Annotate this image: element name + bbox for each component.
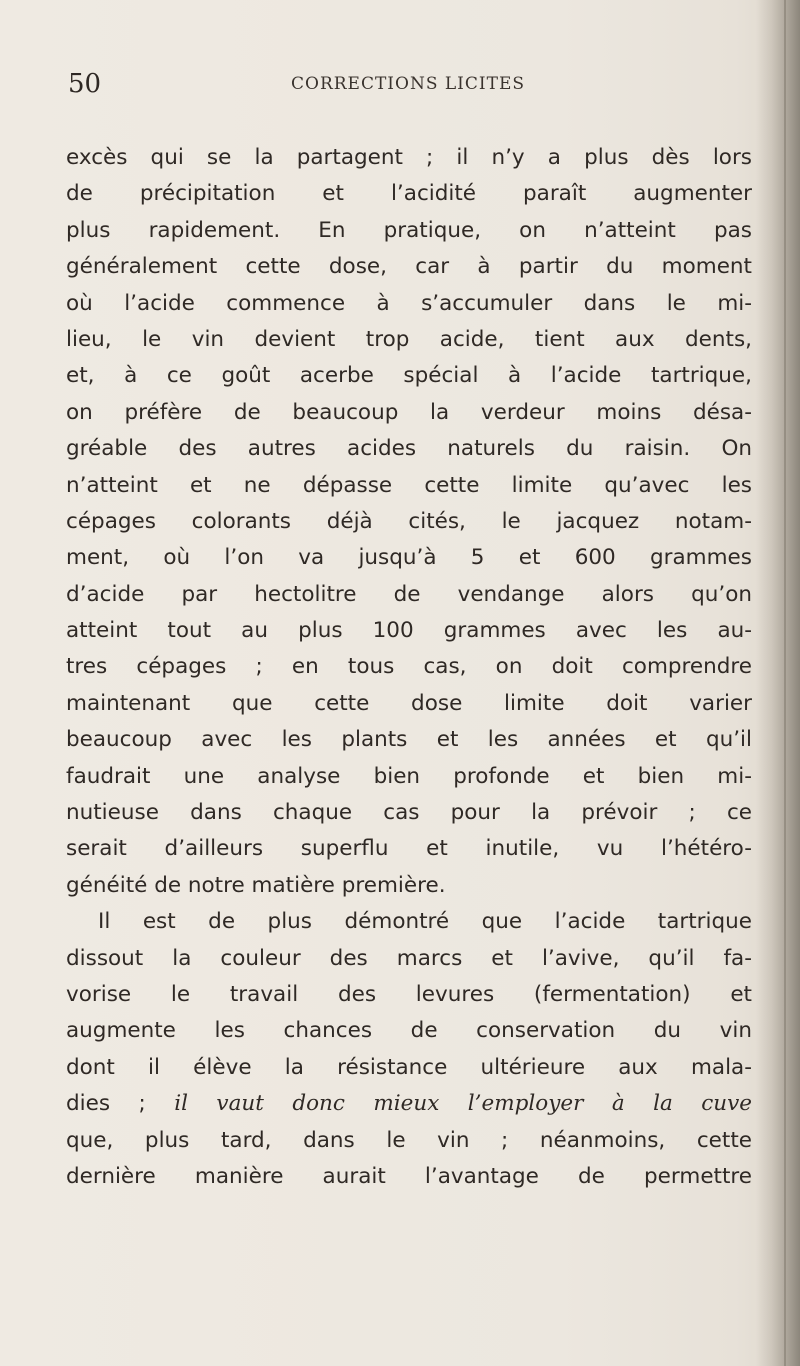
paragraph-start-line: Il est de plus démontré que l’acide tartrique [98, 909, 752, 935]
text-line: généité de notre matière première. [66, 872, 446, 898]
text-line: augmente les chances de conservation du vin [66, 1018, 752, 1044]
text-line: dernière manière aurait l’avantage de permettre [66, 1163, 752, 1189]
text-line: beaucoup avec les plants et les années et qu’il [66, 727, 752, 753]
text-line: lieu, le vin devient trop acide, tient aux dents, [66, 326, 752, 352]
text-line: gréable des autres acides naturels du raisin. On [66, 436, 752, 462]
text-line: dont il élève la résistance ultérieure aux mala- [66, 1054, 752, 1080]
text-line: serait d’ailleurs superflu et inutile, vu l’hétéro- [66, 836, 752, 862]
page-binding-line [784, 0, 786, 1366]
text-run: dies ; [66, 1091, 175, 1117]
text-line: n’atteint et ne dépasse cette limite qu’avec les [66, 472, 752, 498]
body-text [66, 140, 752, 1195]
text-line: maintenant que cette dose limite doit varier [66, 690, 752, 716]
text-line: atteint tout au plus 100 grammes avec les au- [66, 618, 752, 644]
running-title: CORRECTIONS LICITES [291, 74, 525, 94]
text-line: nutieuse dans chaque cas pour la prévoir ; ce [66, 800, 752, 826]
text-line: faudrait une analyse bien profonde et bien mi- [66, 763, 752, 789]
page-number: 50 [68, 69, 102, 99]
text-line: où l’acide commence à s’accumuler dans le mi- [66, 290, 752, 316]
text-line: plus rapidement. En pratique, on n’atteint pas [66, 217, 752, 243]
italic-emphasis: il vaut donc mieux l’employer à la cuve [174, 1091, 752, 1117]
text-line: ment, où l’on va jusqu’à 5 et 600 grammes [66, 545, 752, 571]
text-line: cépages colorants déjà cités, le jacquez notam- [66, 508, 752, 534]
text-line: de précipitation et l’acidité paraît augmenter [66, 181, 752, 207]
text-line: excès qui se la partagent ; il n’y a plus dès lors [66, 145, 752, 170]
text-line: généralement cette dose, car à partir du moment [66, 254, 752, 280]
text-line: et, à ce goût acerbe spécial à l’acide tartrique, [66, 363, 752, 389]
text-line: on préfère de beaucoup la verdeur moins désa- [66, 399, 752, 425]
text-line: d’acide par hectolitre de vendange alors qu’on [66, 581, 752, 607]
text-line: que, plus tard, dans le vin ; néanmoins, cette [66, 1127, 752, 1153]
text-line-italic [66, 1086, 752, 1122]
page-header [68, 64, 748, 104]
page-binding-shadow [756, 0, 800, 1366]
text-line: vorise le travail des levures (fermentation) et [66, 981, 752, 1007]
text-line: dissout la couleur des marcs et l’avive, qu’il fa- [66, 945, 752, 971]
text-line: tres cépages ; en tous cas, on doit comprendre [66, 654, 752, 680]
